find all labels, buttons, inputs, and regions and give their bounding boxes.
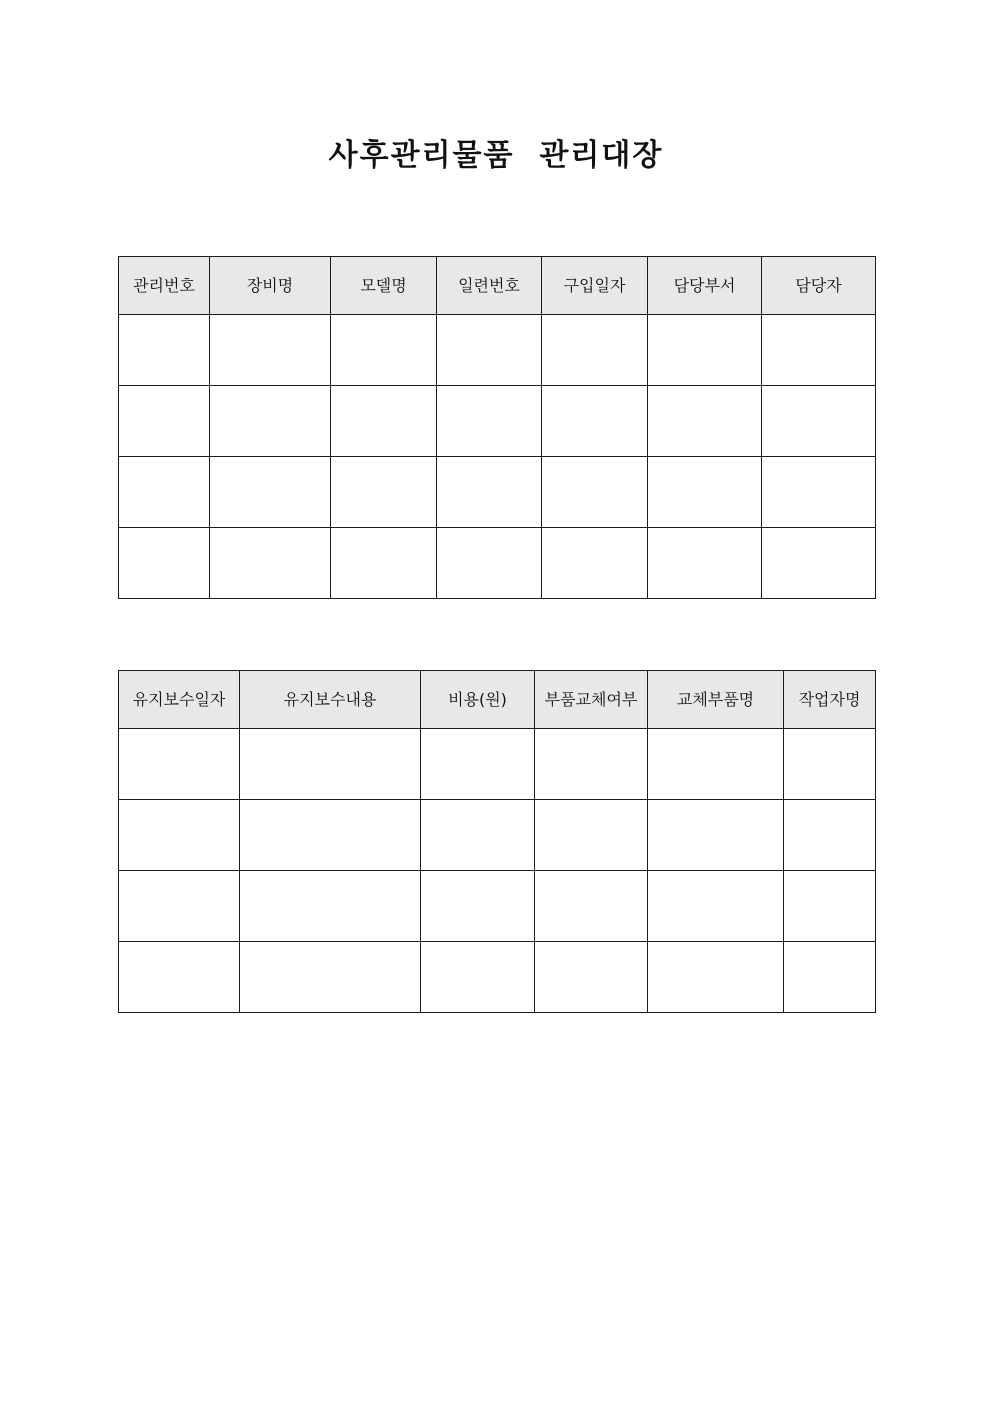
table-cell[interactable] — [535, 871, 648, 942]
table-cell[interactable] — [535, 800, 648, 871]
table-cell[interactable] — [331, 528, 437, 599]
table-header-row — [119, 671, 876, 729]
header-part-replaced: 부품교체여부 — [535, 671, 648, 729]
table-cell[interactable] — [648, 871, 784, 942]
table-cell[interactable] — [542, 528, 648, 599]
table-cell[interactable] — [119, 729, 240, 800]
table-cell[interactable] — [648, 386, 762, 457]
table-cell[interactable] — [240, 942, 421, 1013]
table-cell[interactable] — [784, 729, 876, 800]
table-cell[interactable] — [762, 386, 876, 457]
table-row — [119, 457, 876, 528]
table-cell[interactable] — [210, 315, 331, 386]
table-cell[interactable] — [331, 386, 437, 457]
table-cell[interactable] — [648, 729, 784, 800]
table-row — [119, 386, 876, 457]
table-cell[interactable] — [119, 800, 240, 871]
table-cell[interactable] — [784, 800, 876, 871]
table-cell[interactable] — [784, 871, 876, 942]
table-cell[interactable] — [421, 871, 535, 942]
table-cell[interactable] — [648, 942, 784, 1013]
equipment-ledger-table — [118, 256, 876, 599]
table-cell[interactable] — [535, 729, 648, 800]
table-cell[interactable] — [421, 942, 535, 1013]
table-cell[interactable] — [240, 871, 421, 942]
header-replaced-part-name: 교체부품명 — [648, 671, 784, 729]
table-cell[interactable] — [119, 528, 210, 599]
header-serial-number: 일련번호 — [437, 257, 542, 315]
header-model-name: 모델명 — [331, 257, 437, 315]
table-header-row — [119, 257, 876, 315]
table-cell[interactable] — [210, 386, 331, 457]
table-cell[interactable] — [784, 942, 876, 1013]
table-cell[interactable] — [119, 457, 210, 528]
header-purchase-date: 구입일자 — [542, 257, 648, 315]
header-person-in-charge: 담당자 — [762, 257, 876, 315]
table-cell[interactable] — [210, 528, 331, 599]
table-cell[interactable] — [437, 315, 542, 386]
table-cell[interactable] — [762, 315, 876, 386]
table-cell[interactable] — [437, 386, 542, 457]
table-cell[interactable] — [648, 457, 762, 528]
table-cell[interactable] — [437, 528, 542, 599]
table-row — [119, 800, 876, 871]
maintenance-log-table — [118, 670, 876, 1013]
header-department: 담당부서 — [648, 257, 762, 315]
table-cell[interactable] — [542, 386, 648, 457]
table-cell[interactable] — [421, 729, 535, 800]
header-worker-name: 작업자명 — [784, 671, 876, 729]
table-cell[interactable] — [119, 871, 240, 942]
header-equipment-name: 장비명 — [210, 257, 331, 315]
table-cell[interactable] — [331, 457, 437, 528]
table-cell[interactable] — [535, 942, 648, 1013]
table-cell[interactable] — [240, 729, 421, 800]
table-cell[interactable] — [542, 457, 648, 528]
table-row — [119, 729, 876, 800]
table-cell[interactable] — [648, 315, 762, 386]
table-cell[interactable] — [119, 315, 210, 386]
table-cell[interactable] — [421, 800, 535, 871]
table-cell[interactable] — [240, 800, 421, 871]
table-cell[interactable] — [119, 386, 210, 457]
table-cell[interactable] — [542, 315, 648, 386]
header-management-number: 관리번호 — [119, 257, 210, 315]
table-cell[interactable] — [119, 942, 240, 1013]
page-title: 사후관리물품 관리대장 — [328, 138, 664, 173]
table-row — [119, 315, 876, 386]
header-maintenance-date: 유지보수일자 — [119, 671, 240, 729]
table-cell[interactable] — [437, 457, 542, 528]
table-cell[interactable] — [648, 528, 762, 599]
header-cost: 비용(원) — [421, 671, 535, 729]
table-cell[interactable] — [762, 528, 876, 599]
table-row — [119, 942, 876, 1013]
table-cell[interactable] — [762, 457, 876, 528]
table-cell[interactable] — [648, 800, 784, 871]
header-maintenance-details: 유지보수내용 — [240, 671, 421, 729]
table-cell[interactable] — [210, 457, 331, 528]
table-row — [119, 528, 876, 599]
table-cell[interactable] — [331, 315, 437, 386]
table-row — [119, 871, 876, 942]
